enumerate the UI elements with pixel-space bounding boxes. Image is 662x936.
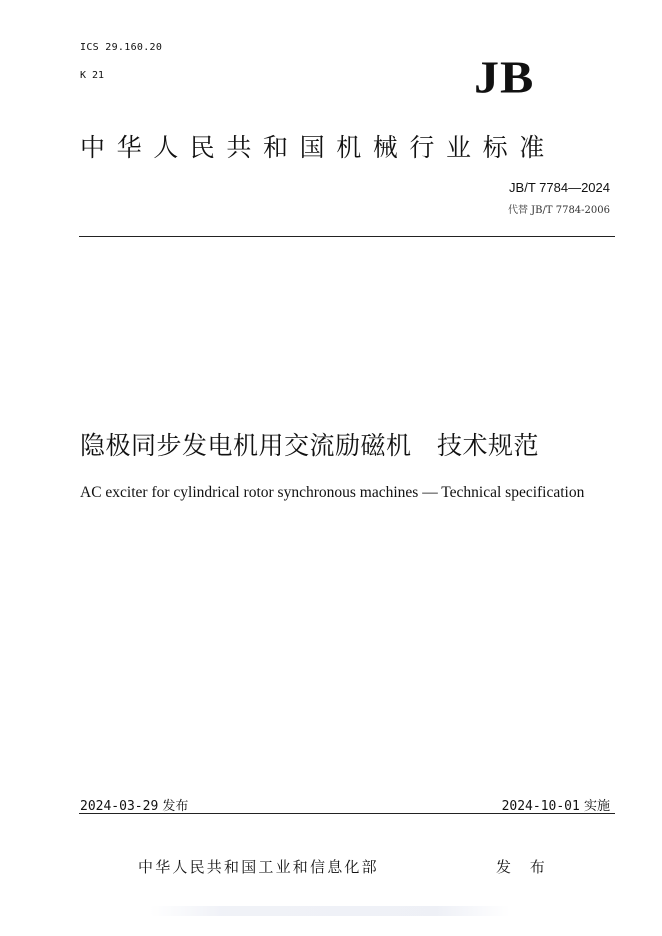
effective-date-block — [502, 795, 610, 814]
faint-watermark — [150, 906, 510, 916]
issuing-authority: 中华人民共和国工业和信息化部 — [138, 858, 379, 876]
top-divider — [79, 236, 615, 237]
bottom-divider — [79, 813, 615, 814]
issue-word: 发 布 — [496, 858, 552, 876]
jb-logo: JB — [474, 51, 535, 103]
title-chinese: 隐极同步发电机用交流励磁机 技术规范 — [80, 431, 540, 460]
issue-date: 2024-03-29 — [80, 799, 159, 814]
standard-number: JB/T 7784—2024 — [509, 180, 610, 195]
industry-standard-heading: 中华人民共和国机械行业标准 — [80, 133, 556, 162]
effective-date: 2024-10-01 — [501, 799, 580, 814]
ics-code: ICS 29.160.20 — [80, 42, 163, 53]
replaces-note: 代替 JB/T 7784-2006 — [507, 205, 610, 216]
effective-label: 实施 — [583, 799, 610, 814]
issue-label: 发布 — [162, 799, 189, 814]
issue-date-block — [80, 795, 188, 814]
title-english: AC exciter for cylindrical rotor synchronous machines — Technical specification — [80, 484, 585, 501]
ccs-code: K 21 — [80, 70, 105, 81]
